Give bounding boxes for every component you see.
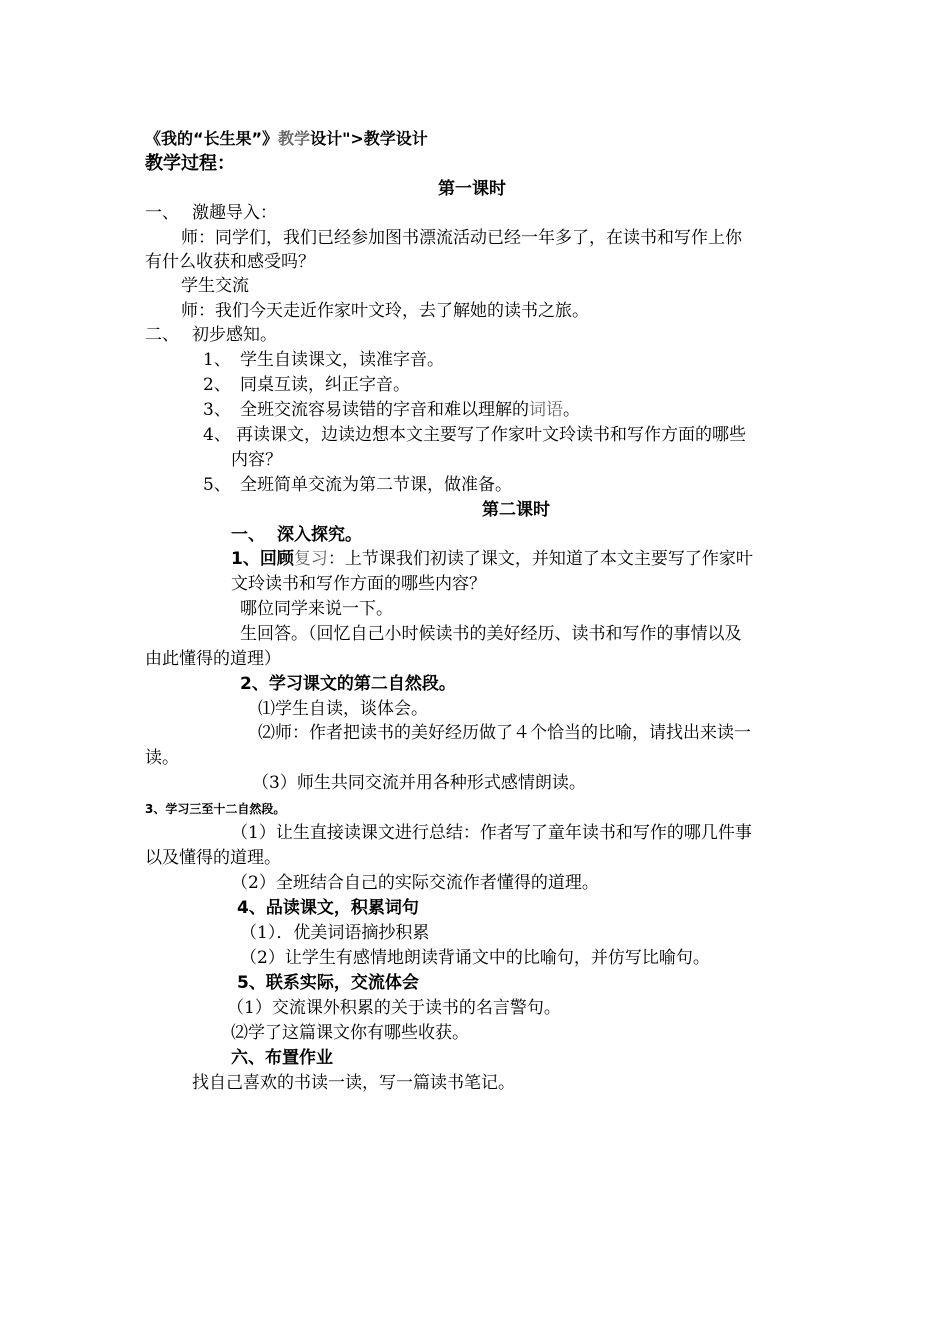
paragraph: 文玲读书和写作方面的哪些内容？: [231, 574, 486, 594]
list-number: 2、: [203, 375, 231, 395]
list-item: ⑴学生自读，谈体会。: [258, 699, 428, 719]
paragraph: 由此懂得的道理）: [145, 649, 281, 669]
section-number: 一、: [231, 525, 265, 545]
list-item: 同桌互读，纠正字音。: [240, 375, 410, 395]
list-item: 再读课文，边读边想本文主要写了作家叶文玲读书和写作方面的哪些: [236, 425, 746, 445]
subsection-heading: 六、布置作业: [231, 1048, 333, 1068]
review-line: [231, 548, 753, 570]
list-item: ⑵学了这篇课文你有哪些收获。: [231, 1023, 469, 1043]
title-text: 《我的“长生果”》: [145, 129, 279, 148]
paragraph: 有什么收获和感受吗？: [145, 252, 315, 272]
list-item-cont: 以及懂得的道理。: [145, 848, 281, 868]
lesson2-heading: 第二课时: [482, 500, 550, 520]
list-number: 5、: [203, 475, 231, 495]
list-item: （1）交流课外积累的关于读书的名言警句。: [227, 998, 561, 1018]
section-title: 深入探究。: [277, 525, 362, 545]
paragraph: 师：我们今天走近作家叶文玲，去了解她的读书之旅。: [181, 301, 589, 321]
list-number: 4、: [203, 425, 231, 445]
list-item: ⑵师：作者把读书的美好经历做了４个恰当的比喻，请找出来读一: [258, 723, 751, 743]
list-item: （1）让生直接读课文进行总结：作者写了童年读书和写作的哪几件事: [231, 823, 752, 843]
paragraph: 哪位同学来说一下。: [240, 599, 393, 619]
list-number: 1、: [203, 350, 231, 370]
review-link[interactable]: 复习: [293, 549, 328, 569]
list-item-text: 全班交流容易读错的字音和难以理解的: [240, 400, 529, 420]
title-text-rest: 设计">教学设计: [310, 129, 428, 148]
section-title: 激趣导入：: [192, 203, 277, 223]
list-item: 学生自读课文，读准字音。: [240, 350, 444, 370]
list-item-cont: 内容？: [231, 450, 282, 470]
list-item: [240, 399, 580, 421]
list-item: （3）师生共同交流并用各种形式感情朗读。: [252, 773, 586, 793]
document-title: [145, 128, 428, 150]
list-item: （2）让学生有感情地朗读背诵文中的比喻句，并仿写比喻句。: [240, 948, 710, 968]
section-number: 一、: [145, 203, 179, 223]
list-item-text: 。: [563, 400, 580, 420]
list-item-link[interactable]: 词语: [529, 400, 563, 420]
subsection-heading: 5、联系实际，交流体会: [237, 973, 419, 993]
list-number: 3、: [203, 400, 231, 420]
list-item: 全班简单交流为第二节课，做准备。: [240, 475, 512, 495]
paragraph: 找自己喜欢的书读一读，写一篇读书笔记。: [192, 1073, 515, 1093]
subsection-heading: 2、学习课文的第二自然段。: [240, 674, 456, 694]
paragraph: 学生交流: [181, 276, 249, 296]
review-label: 1、回顾: [231, 549, 294, 569]
lesson1-heading: 第一课时: [438, 179, 506, 199]
subsection-heading: 4、品读课文，积累词句: [237, 898, 419, 918]
review-text: ：上节课我们初读了课文，并知道了本文主要写了作家叶: [327, 549, 753, 569]
list-item-cont: 读。: [145, 748, 179, 768]
list-item: （1）．优美词语摘抄积累: [240, 923, 430, 943]
section-title: 初步感知。: [192, 325, 277, 345]
paragraph: 师：同学们，我们已经参加图书漂流活动已经一年多了，在读书和写作上你: [181, 228, 742, 248]
section-number: 二、: [145, 325, 179, 345]
title-link[interactable]: 教学: [278, 129, 311, 148]
process-heading: 教学过程：: [145, 153, 235, 174]
list-item: （2）全班结合自己的实际交流作者懂得的道理。: [231, 873, 599, 893]
paragraph: 生回答。（回忆自己小时候读书的美好经历、读书和写作的事情以及: [240, 624, 742, 644]
subsection-heading: 3、学习三至十二自然段。: [145, 802, 286, 816]
